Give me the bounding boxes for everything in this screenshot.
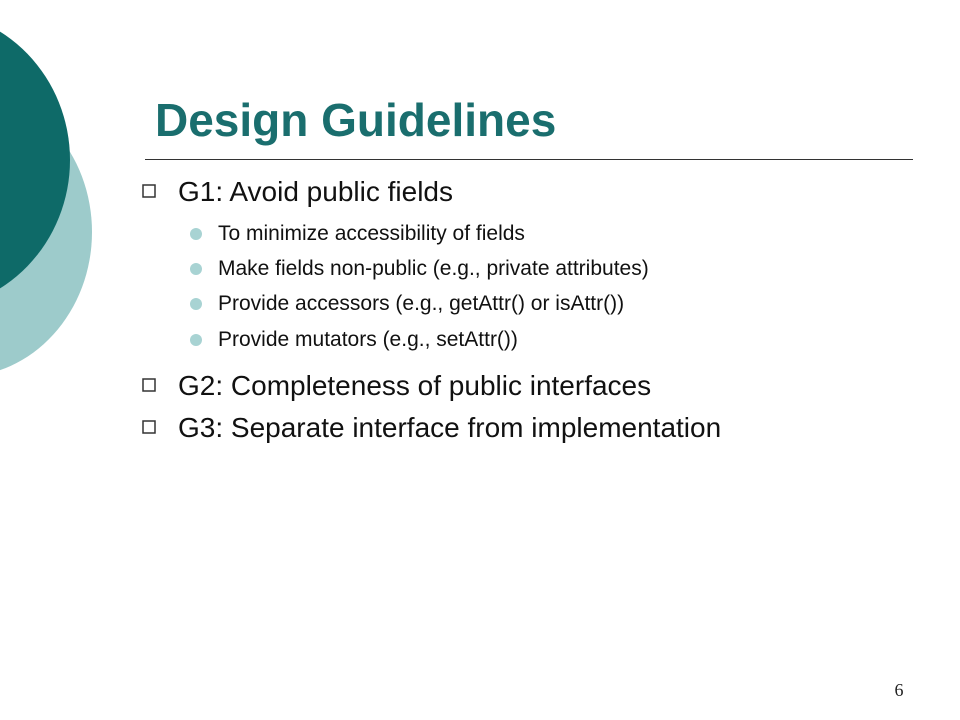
- slide-title: Design Guidelines: [155, 94, 557, 146]
- hollow-square-bullet-icon: [140, 182, 160, 202]
- round-bullet-icon: [190, 228, 202, 240]
- sub-bullet-3-text: Provide accessors (e.g., getAttr() or isAttr()): [218, 292, 625, 315]
- page-number: 6: [894, 680, 904, 700]
- sub-bullet-4-text: Provide mutators (e.g., setAttr()): [218, 328, 518, 351]
- round-bullet-icon: [190, 334, 202, 346]
- round-bullet-icon: [190, 263, 202, 275]
- sub-bullet-1-text: To minimize accessibility of fields: [218, 222, 525, 245]
- round-bullet-icon: [190, 298, 202, 310]
- sub-bullet-2-text: Make fields non-public (e.g., private attributes): [218, 257, 649, 280]
- bullet-g3-text: G3: Separate interface from implementation: [178, 412, 722, 443]
- hollow-square-bullet-icon: [140, 376, 160, 396]
- hollow-square-bullet-icon: [140, 418, 160, 438]
- bullet-g2-text: G2: Completeness of public interfaces: [178, 370, 652, 401]
- bullet-g1-text: G1: Avoid public fields: [178, 176, 453, 207]
